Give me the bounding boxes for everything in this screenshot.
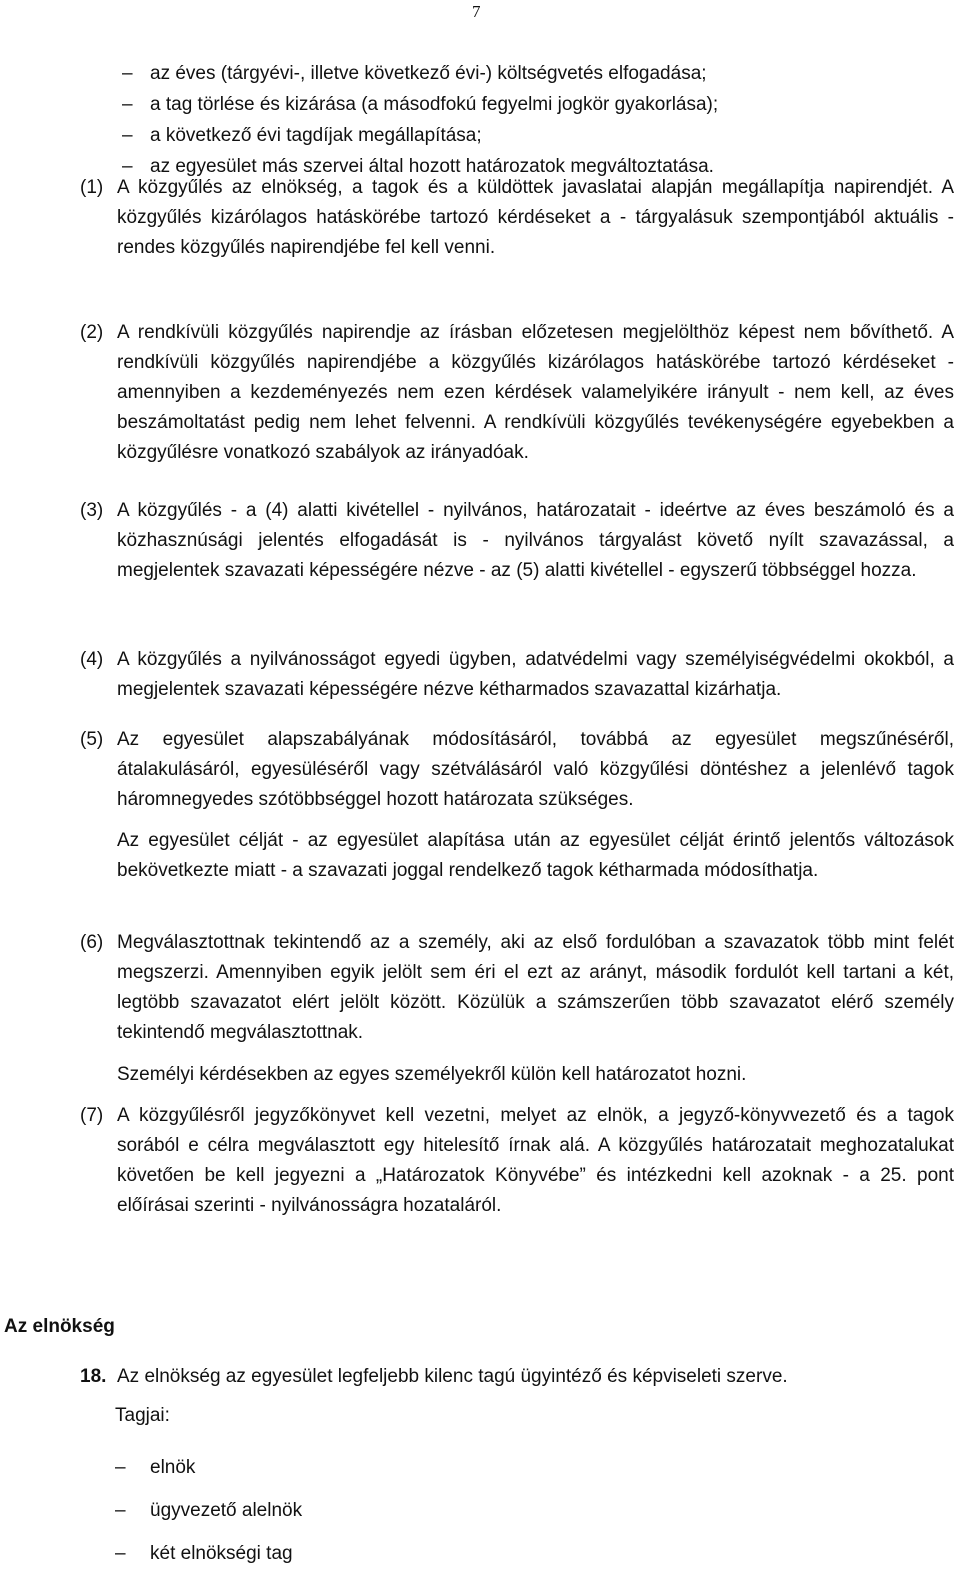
list-item: [122, 89, 922, 120]
dash-icon: –: [122, 63, 133, 84]
paragraph-text: A közgyűlés - a (4) alatti kivétellel - nyilvános, határozatait - ideértve az éves beszámoló és a közhasznúsági jelentés elfogadását is - nyilvános tárgyalást követő nyílt szavazással, a megjelentek szavazati képességére nézve - az (5) alatti kivétellel - egyszerű többséggel hozza.: [117, 500, 954, 581]
point-text: Az elnökség az egyesület legfeljebb kilenc tagú ügyintéző és képviseleti szerve.: [117, 1366, 788, 1387]
paragraph-number: (6): [80, 932, 104, 953]
page-number: 7: [472, 2, 481, 21]
paragraph-4: [80, 645, 954, 705]
paragraph-5-extra: Az egyesület célját - az egyesület alapítása után az egyesület célját érintő jelentős változások bekövetkezte miatt - a szavazati joggal rendelkező tagok kétharmada módosíthatja.: [117, 830, 954, 881]
members-list: [115, 1446, 302, 1575]
section-heading: Az elnökség: [4, 1316, 115, 1337]
paragraph-text: Megválasztottnak tekintendő az a személy, aki az első fordulóban a szavazatok több mint felét megszerzi. Amennyiben egyik jelölt sem éri el ezt az arányt, második fordulót kell tartani a két, legtöbb szavazatot elért jelölt között. Közülük a számszerűen több szavazatot elérő személy tekintendő megválasztottnak.: [117, 932, 954, 1043]
paragraph-number: (4): [80, 649, 104, 670]
paragraph-1: [80, 173, 954, 263]
paragraph-text: Az egyesület alapszabályának módosításáról, továbbá az egyesület megszűnéséről, átalakulásáról, egyesüléséről vagy szétválásáról való közgyűlési döntéshez a jelenlévő tagok háromnegyedes szótöbbséggel hozott határozata szükséges.: [117, 729, 954, 810]
dash-icon: –: [122, 156, 133, 177]
paragraph-6-extra: Személyi kérdésekben az egyes személyekről külön kell határozatot hozni.: [117, 1064, 747, 1085]
member-text: két elnökségi tag: [150, 1542, 293, 1564]
paragraph-text: A rendkívüli közgyűlés napirendje az írásban előzetesen megjelölthöz képest nem bővíthető. A rendkívüli közgyűlés napirendjébe a közgyűlés kizárólagos hatáskörébe tartozó kérdéseket - amennyiben a kezdeményezés nem ezen kérdések valamelyikére irányult - nem kell, az éves beszámoltatást pedig nem lehet felvenni. A rendkívüli közgyűlés tevékenységére egyebekben a közgyűlésre vonatkozó szabályok az irányadóak.: [117, 322, 954, 463]
members-label: Tagjai:: [115, 1405, 170, 1426]
dash-icon: –: [122, 94, 133, 115]
list-item: [115, 1489, 302, 1532]
list-item-text: a következő évi tagdíjak megállapítása;: [150, 125, 482, 146]
dash-icon: –: [115, 1499, 126, 1521]
paragraph-text: A közgyűlés az elnökség, a tagok és a küldöttek javaslatai alapján megállapítja napirendjét. A közgyűlés kizárólagos hatáskörébe tartozó kérdéseket a - tárgyalásuk szempontjából aktuális - rendes közgyűlés napirendjébe fel kell venni.: [117, 177, 954, 258]
member-text: ügyvezető alelnök: [150, 1499, 303, 1521]
list-item: [115, 1532, 302, 1575]
list-item: [122, 120, 922, 151]
list-item-text: az egyesület más szervei által hozott határozatok megváltoztatása.: [150, 156, 714, 177]
dash-icon: –: [122, 125, 133, 146]
bullet-list: [122, 58, 922, 182]
list-item: [115, 1446, 302, 1489]
paragraph-3: [80, 496, 954, 586]
list-item-text: az éves (tárgyévi-, illetve következő évi-) költségvetés elfogadása;: [150, 63, 707, 84]
paragraph-number: (5): [80, 729, 104, 750]
point-18: [80, 1362, 788, 1392]
member-text: elnök: [150, 1456, 196, 1478]
paragraph-number: (3): [80, 500, 104, 521]
paragraph-text: A közgyűlés a nyilvánosságot egyedi ügyben, adatvédelmi vagy személyiségvédelmi okokból, a megjelentek szavazati képességére nézve kétharmados szavazattal kizárhatja.: [117, 649, 954, 700]
list-item-text: a tag törlése és kizárása (a másodfokú fegyelmi jogkör gyakorlása);: [150, 94, 719, 115]
paragraph-7: [80, 1101, 954, 1221]
dash-icon: –: [115, 1542, 126, 1564]
paragraph-6: [80, 928, 954, 1048]
paragraph-number: (2): [80, 322, 104, 343]
point-number: 18.: [80, 1366, 107, 1387]
paragraph-number: (7): [80, 1105, 104, 1126]
paragraph-text: A közgyűlésről jegyzőkönyvet kell vezetni, melyet az elnök, a jegyző-könyvvezető és a tagok sorából e célra megválasztott egy hitelesítő írnak alá. A közgyűlés határozatait meghozatalukat követően be kell jegyezni a „Határozatok Könyvébe” és intézkedni kell azoknak - a 25. pont előírásai szerinti - nyilvánosságra hozataláról.: [117, 1105, 954, 1216]
paragraph-2: [80, 318, 954, 468]
paragraph-number: (1): [80, 177, 104, 198]
dash-icon: –: [115, 1456, 126, 1478]
paragraph-5: [80, 725, 954, 815]
list-item: [122, 58, 922, 89]
